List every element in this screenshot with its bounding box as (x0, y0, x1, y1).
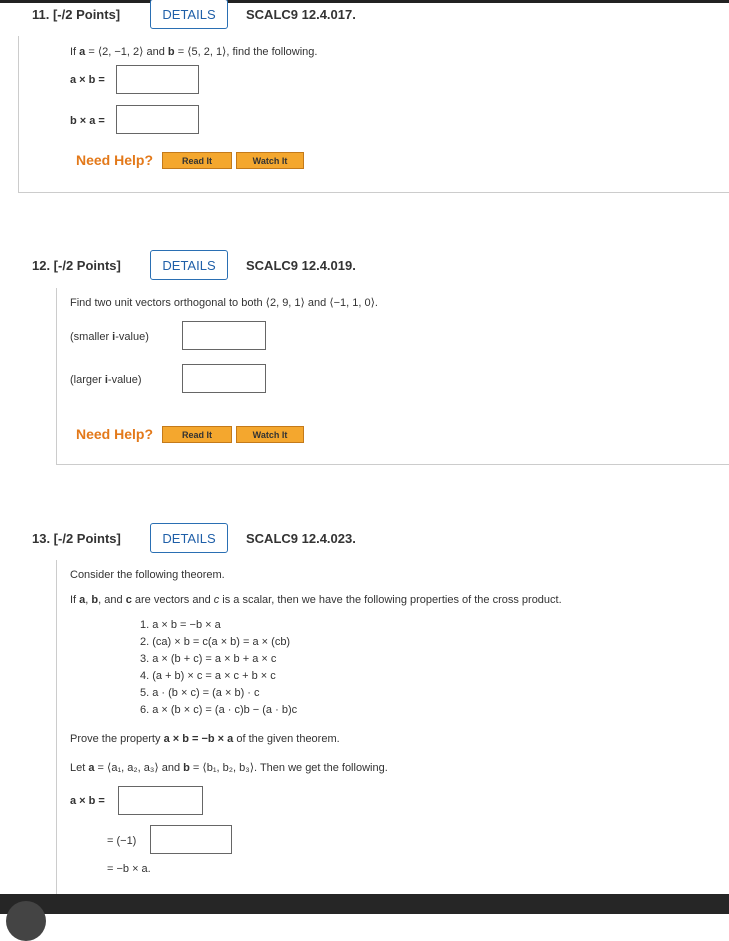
q11-number: 11. [-/2 Points] (32, 6, 121, 22)
q13-number: 13. [-/2 Points] (32, 530, 121, 546)
q12-vec2: ⟨−1, 1, 0⟩ (329, 297, 375, 309)
q12-larger-input[interactable] (182, 364, 266, 393)
q13-conclusion: = −b × a. (107, 863, 151, 875)
q13-header (32, 521, 356, 555)
q13-axb-input[interactable] (118, 786, 203, 815)
q12-header (32, 248, 356, 282)
q11-code: SCALC9 12.4.017. (246, 6, 356, 22)
q13-let-text: Let a = ⟨a₁, a₂, a₃⟩ and b = ⟨b₁, b₂, b₃⟩. Then we get the following. (70, 762, 388, 774)
q13-prove-text: Prove the property a × b = −b × a of the given theorem. (70, 733, 340, 745)
q12-read-it-button[interactable]: Read It (162, 426, 232, 443)
property-item: 2. (ca) × b = c(a × b) = a × (cb) (140, 636, 291, 648)
q12-body (56, 288, 729, 465)
q12-details-button[interactable]: DETAILS (150, 250, 228, 280)
footer-bar (0, 894, 729, 914)
q12-need-help: Need Help? (76, 426, 154, 442)
q11-vec-a: ⟨2, −1, 2⟩ (97, 46, 144, 58)
q13-axb-label: a × b = (70, 795, 105, 807)
q13-vec-b: ⟨b₁, b₂, b₃⟩ (202, 762, 255, 774)
q11-details-button[interactable]: DETAILS (150, 0, 228, 29)
q13-vec-a: ⟨a₁, a₂, a₃⟩ (107, 762, 159, 774)
q12-prompt: Find two unit vectors orthogonal to both ⟨2, 9, 1⟩ and ⟨−1, 1, 0⟩. (70, 297, 378, 309)
property-item: 1. a × b = −b × a (140, 619, 221, 631)
q11-prompt: If a = ⟨2, −1, 2⟩ and b = ⟨5, 2, 1⟩, find the following. (70, 46, 318, 58)
q11-header (32, 0, 356, 31)
q13-neg-one-label: = (−1) (107, 835, 137, 847)
q11-watch-it-button[interactable]: Watch It (236, 152, 304, 169)
q11-read-it-button[interactable]: Read It (162, 152, 232, 169)
q11-bxa-input[interactable] (116, 105, 199, 134)
q11-need-help: Need Help? (76, 152, 154, 168)
q12-watch-it-button[interactable]: Watch It (236, 426, 304, 443)
q11-bxa-label: b × a = (70, 115, 105, 127)
q13-intro: Consider the following theorem. (70, 569, 225, 581)
q12-code: SCALC9 12.4.019. (246, 257, 356, 273)
footer-avatar[interactable] (6, 901, 46, 941)
q13-theorem-statement: If a, b, and c are vectors and c is a scalar, then we have the following properties of the cross product. (70, 594, 562, 606)
q11-axb-input[interactable] (116, 65, 199, 94)
property-item: 3. a × (b + c) = a × b + a × c (140, 653, 277, 665)
q13-neg-one-input[interactable] (150, 825, 232, 854)
q12-smaller-label: (smaller i-value) (70, 331, 149, 343)
property-item: 6. a × (b × c) = (a · c)b − (a · b)c (140, 704, 298, 716)
property-item: 4. (a + b) × c = a × c + b × c (140, 670, 276, 682)
q12-larger-label: (larger i-value) (70, 374, 142, 386)
q13-code: SCALC9 12.4.023. (246, 530, 356, 546)
q11-vec-b: ⟨5, 2, 1⟩ (187, 46, 227, 58)
q11-axb-label: a × b = (70, 74, 105, 86)
q12-vec1: ⟨2, 9, 1⟩ (265, 297, 305, 309)
property-item: 5. a · (b × c) = (a × b) · c (140, 687, 260, 699)
q12-smaller-input[interactable] (182, 321, 266, 350)
q13-details-button[interactable]: DETAILS (150, 523, 228, 553)
q13-properties-list (140, 617, 297, 719)
q12-number: 12. [-/2 Points] (32, 257, 121, 273)
